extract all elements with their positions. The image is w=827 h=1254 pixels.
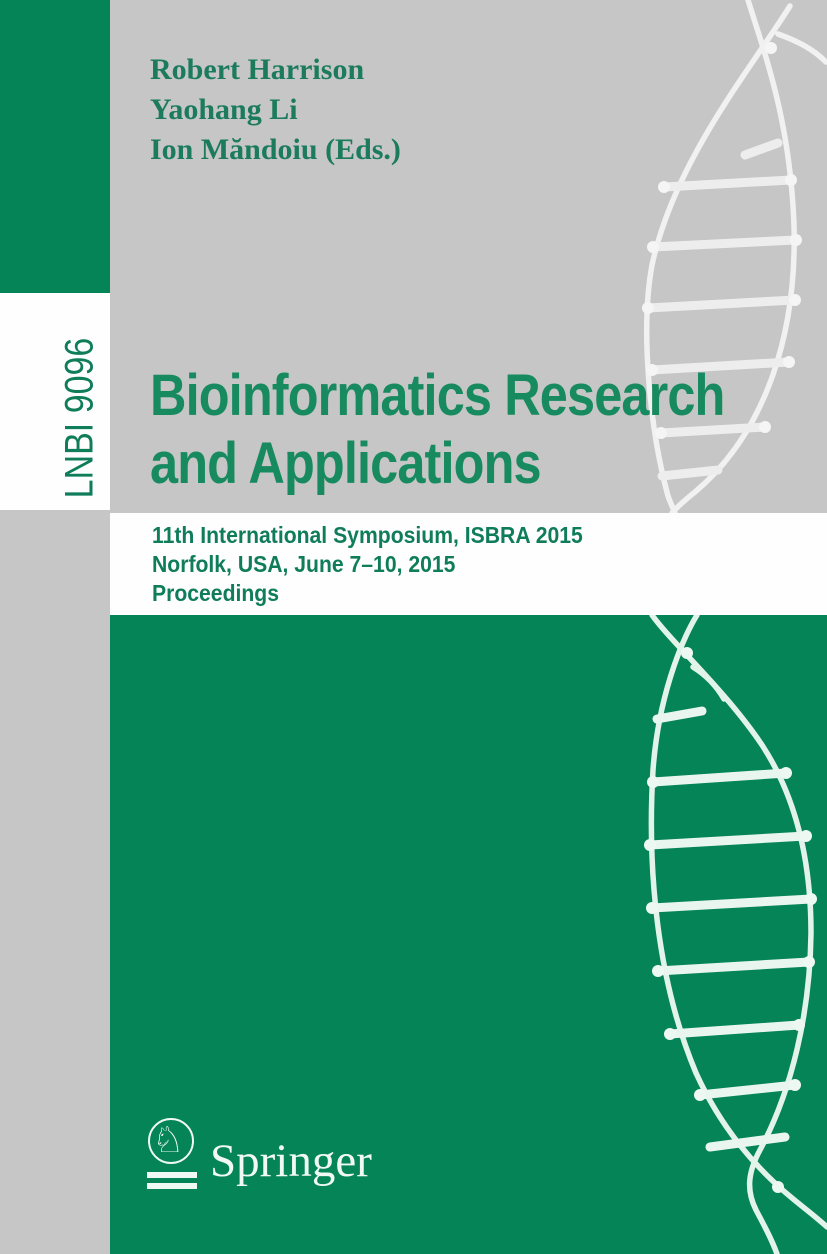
book-title: [150, 362, 724, 498]
spine-gray-block: [0, 510, 110, 1254]
publisher-logo: [148, 1118, 408, 1198]
editors-block: [150, 50, 401, 170]
spine-green-block: [0, 0, 110, 293]
logo-underline-bar: [147, 1183, 197, 1189]
series-spine-label: LNBI 9096: [57, 337, 102, 499]
editor-name: Robert Harrison: [150, 53, 365, 86]
editor-name: Ion Măndoiu (Eds.): [150, 133, 401, 166]
logo-underline-bar: [147, 1172, 197, 1178]
publisher-wordmark: Springer: [210, 1135, 372, 1187]
subtitle-line: Norfolk, USA, June 7–10, 2015: [152, 551, 456, 577]
knight-glyph-icon: ♘: [152, 1120, 185, 1161]
subtitle-line: 11th International Symposium, ISBRA 2015: [152, 522, 583, 548]
springer-horse-icon: [148, 1118, 198, 1190]
dna-helix-icon: [600, 615, 827, 1254]
subtitle-line: Proceedings: [152, 580, 280, 606]
editor-name: Yaohang Li: [150, 93, 298, 126]
book-subtitle: [152, 521, 583, 608]
book-title-line: Bioinformatics Research: [150, 363, 725, 428]
book-title-line: and Applications: [150, 431, 541, 496]
